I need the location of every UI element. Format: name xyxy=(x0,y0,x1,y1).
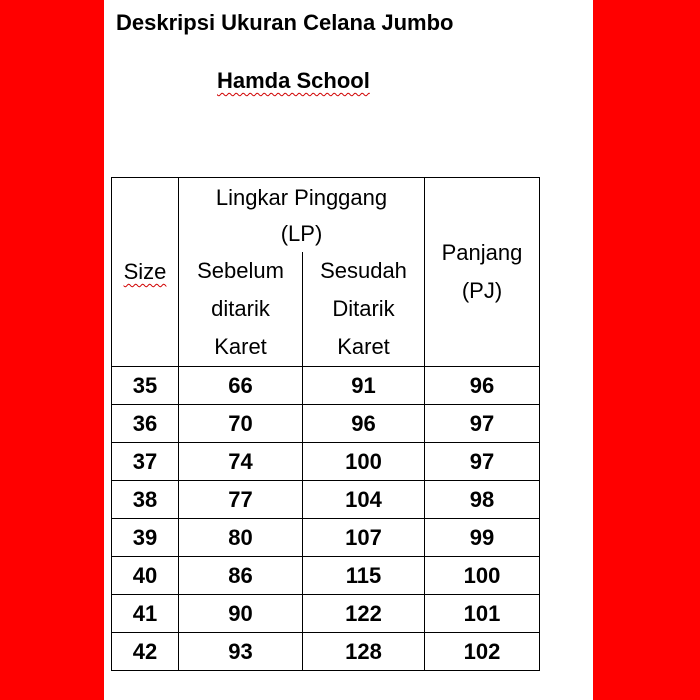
table-row xyxy=(112,633,540,671)
cell-size: 38 xyxy=(112,481,179,519)
cell-length: 99 xyxy=(425,519,540,557)
cell-after: 91 xyxy=(303,367,425,405)
cell-length: 101 xyxy=(425,595,540,633)
cell-after: 107 xyxy=(303,519,425,557)
cell-size: 36 xyxy=(112,405,179,443)
cell-size: 39 xyxy=(112,519,179,557)
cell-length: 97 xyxy=(425,443,540,481)
table-row xyxy=(112,519,540,557)
document-title: Deskripsi Ukuran Celana Jumbo xyxy=(116,10,454,35)
cell-before: 90 xyxy=(179,595,303,633)
cell-size: 41 xyxy=(112,595,179,633)
size-table xyxy=(111,177,540,671)
subtitle-text: Hamda School xyxy=(217,68,370,93)
cell-before: 74 xyxy=(179,443,303,481)
table-row xyxy=(112,481,540,519)
cell-size: 42 xyxy=(112,633,179,671)
header-size xyxy=(112,178,179,367)
header-sesudah-line3: Karet xyxy=(337,334,390,359)
cell-size: 37 xyxy=(112,443,179,481)
header-sebelum-line1: Sebelum xyxy=(197,258,284,283)
cell-after: 115 xyxy=(303,557,425,595)
table-row xyxy=(112,557,540,595)
cell-length: 97 xyxy=(425,405,540,443)
document-sheet xyxy=(104,0,593,700)
table-row xyxy=(112,595,540,633)
table-row xyxy=(112,405,540,443)
header-lingkar-pinggang xyxy=(179,178,425,253)
cell-length: 96 xyxy=(425,367,540,405)
header-lp-line1: Lingkar Pinggang xyxy=(215,185,388,210)
cell-length: 102 xyxy=(425,633,540,671)
cell-after: 128 xyxy=(303,633,425,671)
document-subtitle xyxy=(217,68,370,94)
header-pj-line2: (PJ) xyxy=(461,278,503,303)
header-sesudah-line2: Ditarik xyxy=(332,296,395,321)
header-size-label: Size xyxy=(123,259,167,284)
header-sesudah xyxy=(303,252,425,367)
cell-before: 70 xyxy=(179,405,303,443)
header-pj-line1: Panjang xyxy=(441,240,523,265)
table-row xyxy=(112,367,540,405)
cell-size: 40 xyxy=(112,557,179,595)
table-row xyxy=(112,443,540,481)
cell-before: 77 xyxy=(179,481,303,519)
cell-after: 104 xyxy=(303,481,425,519)
cell-before: 66 xyxy=(179,367,303,405)
header-panjang xyxy=(425,178,540,367)
cell-size: 35 xyxy=(112,367,179,405)
cell-before: 93 xyxy=(179,633,303,671)
header-row-1 xyxy=(112,178,540,253)
header-sesudah-line1: Sesudah xyxy=(320,258,407,283)
header-sebelum-line3: Karet xyxy=(214,334,267,359)
cell-after: 122 xyxy=(303,595,425,633)
cell-before: 80 xyxy=(179,519,303,557)
cell-after: 100 xyxy=(303,443,425,481)
cell-length: 100 xyxy=(425,557,540,595)
header-sebelum xyxy=(179,252,303,367)
header-sebelum-line2: ditarik xyxy=(211,296,270,321)
cell-after: 96 xyxy=(303,405,425,443)
cell-length: 98 xyxy=(425,481,540,519)
header-lp-line2: (LP) xyxy=(280,221,323,246)
cell-before: 86 xyxy=(179,557,303,595)
